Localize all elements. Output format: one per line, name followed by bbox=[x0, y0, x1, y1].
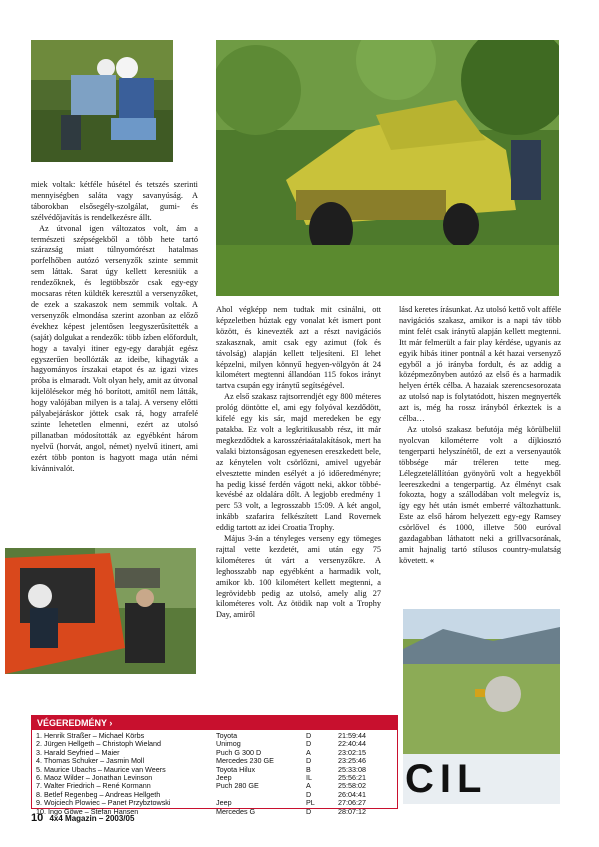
country: D bbox=[306, 739, 312, 749]
photo-yellow-toyota bbox=[216, 40, 559, 296]
page-footer bbox=[31, 812, 134, 824]
time: 25:33:08 bbox=[338, 764, 366, 774]
banner-text: CIL bbox=[405, 757, 488, 801]
car: Puch 280 GE bbox=[216, 781, 259, 791]
crew-name: 9. Wojciech Plowiec – Panet Przybztowski bbox=[36, 799, 171, 808]
results-title: VÉGEREDMÉNY › bbox=[37, 718, 113, 728]
car: Puch G 300 D bbox=[216, 747, 262, 757]
photo-orange-vehicle bbox=[5, 548, 196, 674]
country: A bbox=[306, 781, 311, 791]
time: 22:40:44 bbox=[338, 739, 366, 749]
time: 25:58:02 bbox=[338, 781, 366, 791]
photo-landscape-trail bbox=[403, 609, 560, 804]
column-3-paragraph-2-text: Az utolsó szakasz befutója még körülbelül nyolcvan kilométerre volt a díjkiosztó tengerparti helyszínétől, de ezt a versenyautók többsége már tréleren tette meg. Lélegzetelállítóan gyönyörű volt a hegyekből leereszkedni a tengerpartig. Az élményt csak fokozta, hogy a szállodában volt melegvíz is, így egy hét után ismét emberré változhattunk. Este az első három helyezett egy-egy Ramsey csörlővel és 1000, illetve 500 euróval gazdagabban láthatott neki a grillvacsorának, amit hajnalig tartó stílusos country-mulatság követett. bbox=[399, 424, 561, 565]
magazine-name: 4x4 Magazin – 2003/05 bbox=[49, 814, 135, 823]
country: A bbox=[306, 747, 311, 757]
results-header bbox=[32, 716, 397, 730]
time: 23:25:46 bbox=[338, 756, 366, 766]
article-column-3 bbox=[399, 305, 561, 567]
column-3-paragraph-1: lásd keretes írásunkat. Az utolsó kettő volt afféle navigációs szakasz, amikor is a napi táv több mint felét csak iránytű alapján kellett megtenni. Itt már felmerült a fair play kérdése, ugyanis az egyik hibás itiner pontnál a két hazai versenyző egyből a jó irányba fordult, és az addig a középmezőnyben autózó az első és a harmadik helyen érték célba. A hazaiak szerencsesorozata az utolsó nap is folytatódott, hiszen megnyerték azt is, még ha rossz irányból érkeztek is a célba… bbox=[399, 305, 561, 424]
page-number: 10 bbox=[31, 812, 44, 824]
crew-name: 6. Maoz Wilder – Jonathan Levinson bbox=[36, 773, 153, 782]
time: 28:07:12 bbox=[338, 806, 366, 816]
crew-name: 5. Maurice Ubachs – Maurice van Weers bbox=[36, 765, 166, 774]
results-table bbox=[32, 732, 397, 816]
time: 21:59:44 bbox=[338, 731, 366, 740]
column-1-paragraph-2: Az útvonal igen változatos volt, ám a természeti szépségekből a több hete tartó szárazság miatt túlnyomórészt hatalmas porfelhőben autózó versenyzők szinte semmit sem láttak. Sarat úgy kellett keresniük a rendezőknek, és legtöbbször csak egy-egy mocsaras réten küldték keresztül a versenyzőket, de ezek a szakaszok nem semmik voltak. A versenyzők elmondása szerint azonban az előző évekhez képest jelentősen leegyszerűsítették a (saját) dolgukat a rendezők: több ízben előfordult, hogy a tavalyi itiner egy-egy darabját egész egyszerűen beollózták az ideibe, kihagyták a hagyományos írszakai etapot és az igazi vizes próba is elmaradt. Volt olyan hely, amit az útvonal kijelölésekor még hó borított, amitől nem látták, hogy valójában milyen is a talaj. A verseny előtti pályabejáráskor jöttek csak rá, hogy arrafelé szinte lehetetlen elmenni, ezért az utolsó pillanatban módosították az egyébként három nyelvű (horvát, angol, német) nyelvű itinert, ami ezért több ponton is hagyott maga után némi kívánnivalót. bbox=[31, 223, 198, 473]
car: Toyota bbox=[216, 731, 238, 740]
photo-crew-at-table bbox=[31, 40, 173, 162]
crew-name: 7. Walter Friedrich – René Kormann bbox=[36, 782, 151, 791]
time: 27:06:27 bbox=[338, 798, 366, 808]
column-2-paragraph-1: Ahol végképp nem tudtak mit csinálni, ott képzeletben húztak egy vonalat két ismert pont között, és kinevezték azt a részt navigációs szakasznak, amit csak egy azimut (fok és távolság) alapján kellett teljesíteni. El lehet képzelni, milyen könnyű hegyen-völgyön át 24 kilométert megtenni állandóan 115 fokos irányt tartva csupán egy iránytű segítségével. bbox=[216, 305, 381, 391]
car: Mercedes 230 GE bbox=[216, 756, 274, 766]
country: D bbox=[306, 756, 312, 766]
car: Jeep bbox=[216, 772, 232, 782]
crew-name: 2. Jürgen Hellgeth – Christoph Wieland bbox=[36, 740, 162, 749]
country: D bbox=[306, 731, 312, 740]
crew-name: 10. Ingo Göwe – Stefan Hansen bbox=[36, 807, 139, 816]
article-column-1 bbox=[31, 180, 198, 474]
column-1-paragraph-1: miek voltak: kétféle húsétel és tetszés szerinti mennyiségben saláta vagy savanyúság. A táborokban elsősegély-szolgálat, gumi- és szélvédőjavítás is rendelkezésre állt. bbox=[31, 180, 198, 222]
column-2-paragraph-3: Május 3-án a tényleges verseny egy tömeges rajttal vette kezdetét, ami után egy 75 kilométeres út várt a versenyzőkre. A leghosszabb nap egyébként a harmadik volt, amikor kb. 100 kilométert kellett megtenni, a legrövidebb pedig az utolsó, amely alig 27 kilométeres volt. Az ötödik nap volt a Trophy Day, amiről bbox=[216, 534, 381, 620]
crew-name: 1. Henrik Straßer – Michael Körbs bbox=[36, 732, 145, 740]
time: 23:02:15 bbox=[338, 747, 366, 757]
column-3-paragraph-2 bbox=[399, 425, 561, 567]
crew-name: 3. Harald Seyfried – Maier bbox=[36, 748, 120, 757]
country: IL bbox=[306, 772, 312, 782]
end-mark: « bbox=[429, 555, 435, 565]
time: 26:04:41 bbox=[338, 789, 366, 799]
car: Jeep bbox=[216, 798, 232, 808]
car: Unimog bbox=[216, 739, 241, 749]
country: PL bbox=[306, 798, 315, 808]
car: Mercedes G bbox=[216, 806, 256, 816]
results-box bbox=[31, 715, 398, 816]
country: B bbox=[306, 764, 311, 774]
column-2-paragraph-2: Az első szakasz rajtsorrendjét egy 800 méteres prológ döntötte el, ami egy folyóval kezdődött, kifelé egy kis sár, majd meredeken be egy patakba. Ez volt a legkritikusabb rész, itt már megkezdődtek a karosszériaátalakítások, mert ha valaki biztonságosan egyenesen ereszkedett bele, az kénytelen volt csörlőzni, amivel ugyebár elvesztette minden esélyét a jó időeredményre; ha pedig kissé ferdén vágott neki, akkor többé-kevésbé az oldalára dőlt. A legjobb eredmény 1 perc 53 volt, a legrosszabb 15:09. A két angol, inkább szafarira felkészített Land Rovernek eddig tartott az idei Croatia Trophy. bbox=[216, 392, 381, 533]
article-column-2 bbox=[216, 305, 381, 621]
country: D bbox=[306, 806, 312, 816]
country: D bbox=[306, 789, 312, 799]
crew-name: 4. Thomas Schuker – Jasmin Moll bbox=[36, 757, 145, 766]
crew-name: 8. Betlef Regenbeg – Andreas Hellgeth bbox=[36, 790, 161, 799]
time: 25:56:21 bbox=[338, 772, 366, 782]
car: Toyota Hilux bbox=[216, 764, 256, 774]
